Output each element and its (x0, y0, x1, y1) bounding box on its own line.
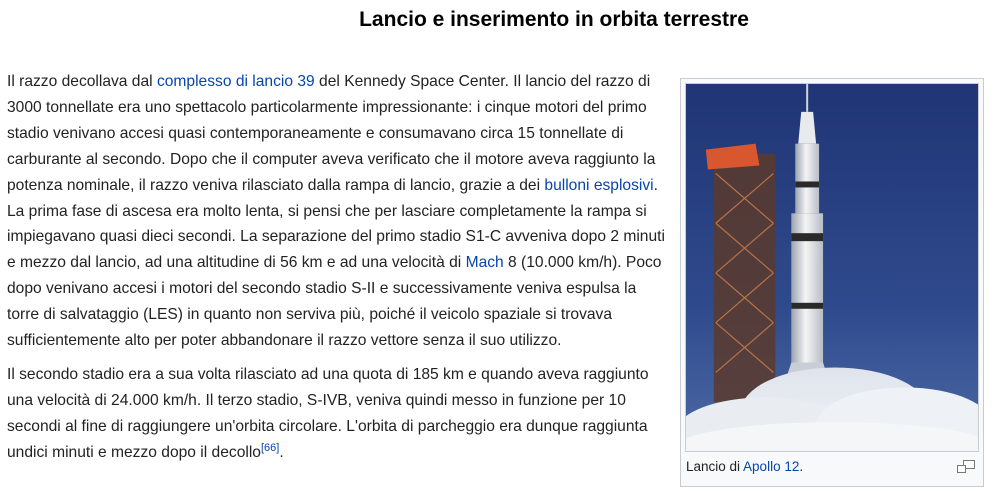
link-apollo-12[interactable]: Apollo 12 (743, 459, 800, 474)
rocket-launch-image (686, 84, 978, 451)
paragraph-2 (7, 362, 667, 466)
magnify-icon[interactable] (957, 460, 975, 473)
figure-thumbnail (680, 78, 984, 487)
link-complesso-di-lancio-39[interactable]: complesso di lancio 39 (156, 73, 315, 90)
text-run: del Kennedy Space Center. Il lancio del razzo di 3000 tonnellate era uno spettacolo particolarmente impressionante: i cinque motori del primo stadio venivano accesi quasi contemporaneamente e consumavano circa 15 tonnellate di carburante al secondo. Dopo che il computer aveva verificato che il motore aveva raggiunto la potenza nominale, il razzo veniva rilasciato dalla rampa di lancio, grazie a dei (7, 73, 656, 194)
section-heading: Lancio e inserimento in orbita terrestre (359, 8, 749, 31)
caption-text: . (799, 459, 804, 474)
link-bulloni-esplosivi[interactable]: bulloni esplosivi (544, 176, 654, 194)
reference-link-66[interactable]: [66] (260, 441, 280, 454)
paragraph-1 (7, 69, 667, 354)
text-run: Il razzo decollava dal (7, 73, 157, 90)
launch-photo[interactable] (685, 83, 979, 452)
text-run: . (279, 443, 284, 461)
figure-caption (686, 459, 803, 474)
text-run: . La prima fase di ascesa era molto lenta, si pensi che per lasciare completamente la rampa si impiegavano quasi dieci secondi. La separazione del primo stadio S1-C avveniva dopo 2 minuti e mezzo dal lancio, ad una altitudine di 56 km e ad una velocità di (7, 176, 665, 272)
article-text (7, 69, 667, 474)
caption-text: Lancio di (686, 459, 744, 474)
link-mach[interactable]: Mach (465, 254, 504, 272)
text-run: 8 (10.000 km/h). Poco dopo venivano accesi i motori del secondo stadio S-II e successivamente veniva espulsa la torre di salvataggio (LES) in quanto non serviva più, poiché il veicolo spaziale si trovava sufficientemente alto per poter abbandonare il razzo vettore senza il suo utilizzo. (7, 254, 662, 350)
text-run: Il secondo stadio era a sua volta rilasciato ad una quota di 185 km e quando aveva raggiunto una velocità di 24.000 km/h. Il terzo stadio, S-IVB, veniva quindi messo in funzione per 10 secondi al fine di raggiungere un'orbita circolare. L'orbita di parcheggio era dunque raggiunta undici minuti e mezzo dopo il decollo (7, 365, 649, 461)
